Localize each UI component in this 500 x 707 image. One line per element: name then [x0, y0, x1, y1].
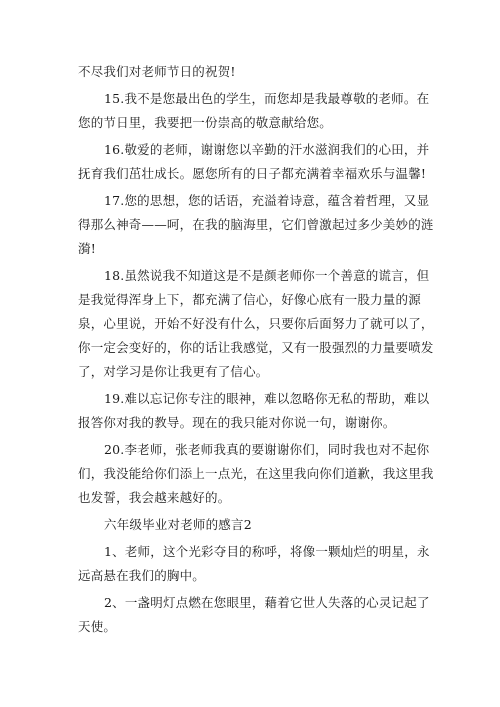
- section-heading: 六年级毕业对老师的感言2: [104, 517, 252, 532]
- paragraph-item-20: 20.李老师，张老师我真的要谢谢你们，同时我也对不起你们，我没能给你们添上一点光，在这里我向你们道歉，我这里我也发誓，我会越来越好的。: [78, 442, 434, 505]
- paragraph-continuation: 不尽我们对老师节日的祝贺!: [78, 64, 236, 79]
- paragraph-item-16: 16.敬爱的老师，谢谢您以辛勤的汗水滋润我们的心田，并抚育我们茁壮成长。愿您所有的日子都充满着幸福欢乐与温馨!: [78, 142, 430, 181]
- paragraph-item-15: 15.我不是您最出色的学生，而您却是我最尊敬的老师。在您的节日里，我要把一份崇高的敬意献给您。: [78, 91, 430, 130]
- paragraph-item-17: 17.您的思想，您的话语，充溢着诗意，蕴含着哲理，又显得那么神奇——呵，在我的脑海里，它们曾激起过多少美妙的涟漪!: [78, 193, 434, 256]
- paragraph-item-2: 2、一盏明灯点燃在您眼里，藉着它世人失落的心灵记起了天使。: [78, 595, 430, 634]
- document-body: [78, 60, 438, 642]
- paragraph-item-18: 18.虽然说我不知道这是不是颜老师你一个善意的谎言，但是我觉得浑身上下，都充满了信心，好像心底有一股力量的源泉，心里说，开始不好没有什么，只要你后面努力了就可以了，你一定会变好的，你的话让我感觉，又有一股强烈的力量要喷发了，对学习是你让我更有了信心。: [78, 268, 434, 379]
- paragraph-item-19: 19.难以忘记你专注的眼神，难以忽略你无私的帮助，难以报答你对我的教导。现在的我只能对你说一句，谢谢你。: [78, 391, 430, 430]
- paragraph-item-1: 1、老师，这个光彩夺目的称呼，将像一颗灿烂的明星，永远高悬在我们的胸中。: [78, 544, 430, 583]
